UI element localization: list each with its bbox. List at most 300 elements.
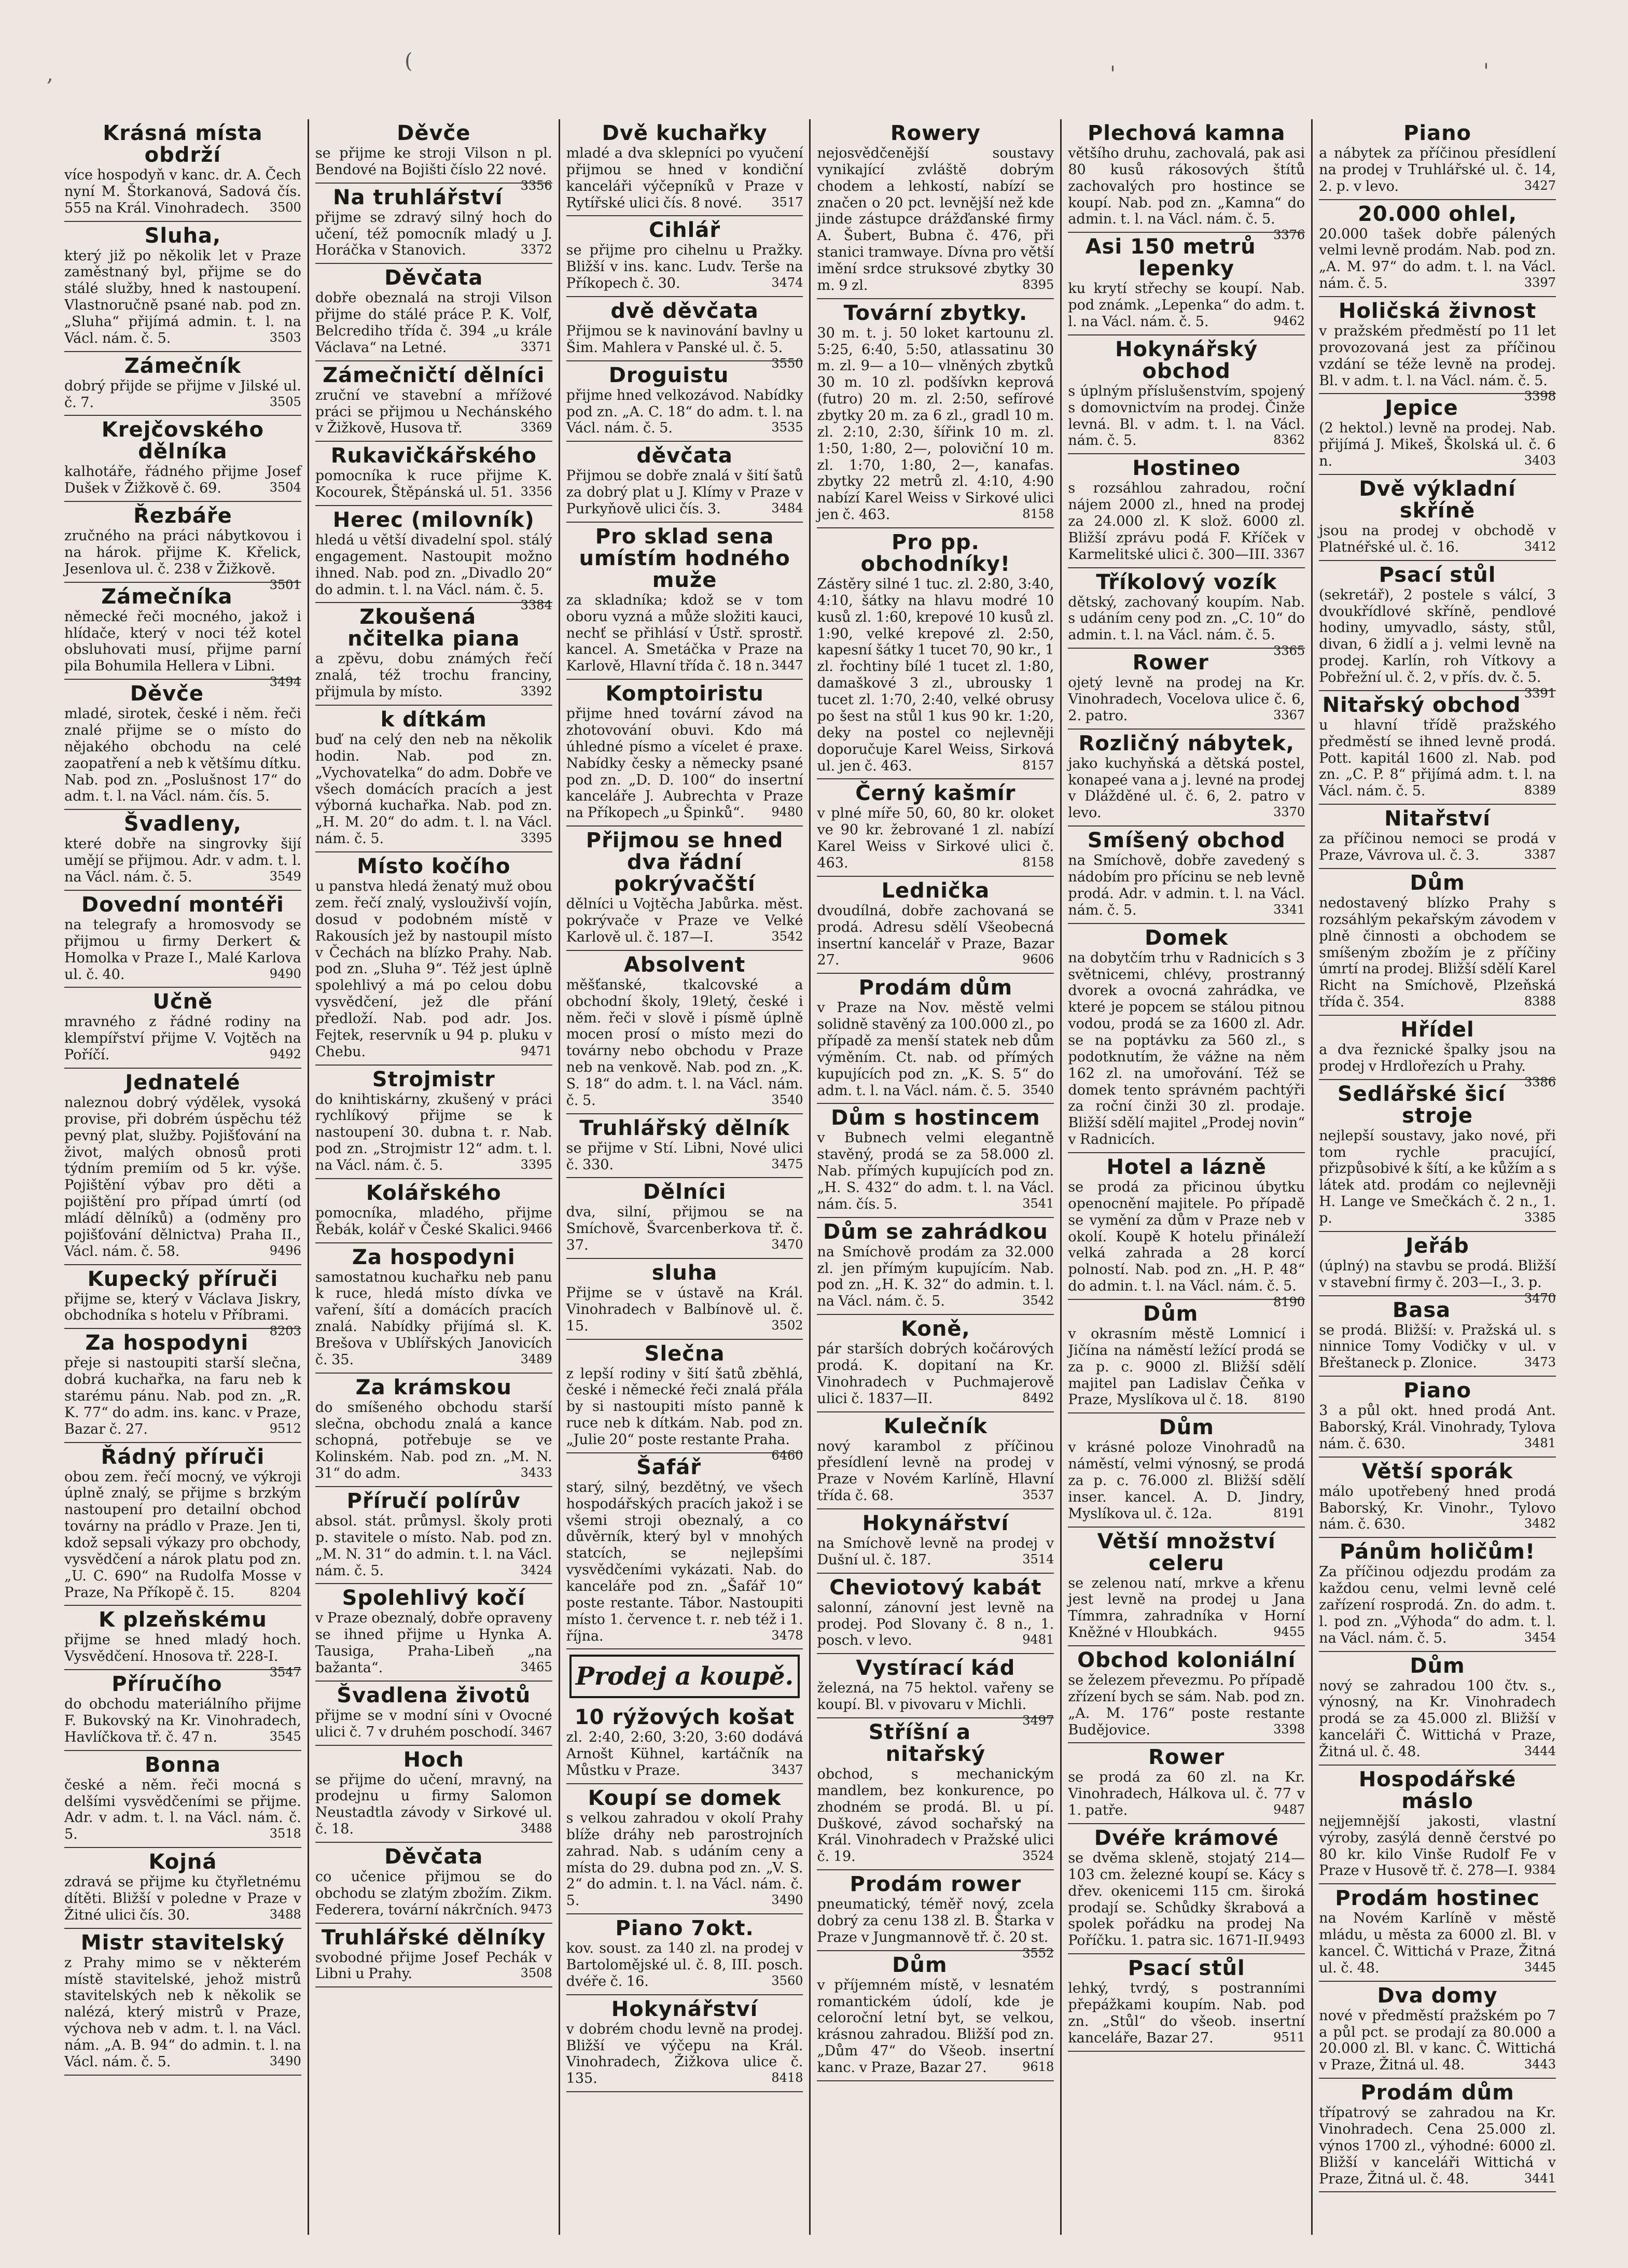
ad-body: zdravá se přijme ku čtyřletnému dítěti. Bližší v poledne v Praze v Žitné ulici čís. 30. (64, 1874, 301, 1923)
ad-text (1319, 895, 1556, 1011)
ad-title: Jednatelé (125, 1070, 241, 1095)
ad-text (817, 1977, 1054, 2076)
ad-title: Kulečník (883, 1414, 987, 1438)
ad-number: 9493 (1273, 1933, 1305, 1948)
ad-body: mravného z řádné rodiny na klempířství přijme V. Vojtěch na Poříčí. (64, 1014, 301, 1063)
ad-title: Místo kočího (357, 855, 511, 879)
ad-title: Slečna (644, 1341, 725, 1366)
ad-number: 3475 (771, 1156, 803, 1171)
ad-number: 8158 (1022, 507, 1054, 522)
ad-number: 8492 (1022, 1390, 1054, 1405)
ad-title: Cihlář (649, 218, 721, 243)
ad-body: přijme se hned mladý hoch. Vysvědčení. Hnosova tř. 228-I. (64, 1632, 301, 1665)
ad-body: zručného na práci nábytkovou i na hárok. přijme K. Křelick, Jesenlova ul. č. 238 v Žižkově. (64, 528, 301, 577)
ad-title: Zkoušená nčitelka piana (347, 605, 520, 651)
ad-text (315, 145, 552, 193)
ad-body: Přijme se v ústavě na Král. Vinohradech v Balbínově ul. č. 15. (566, 1284, 803, 1334)
ad-body: 3 a půl okt. hned prodá Ant. Baborský, Král. Vinohrady, Tylova nám. č. 630. (1319, 1403, 1556, 1452)
ad-title: Bonna (144, 1753, 221, 1777)
ad-text (1319, 1403, 1556, 1452)
ad-body: 20.000 tašek dobře pálených velmi levně prodám. Nab. pod zn. „A. M. 97“ do adm. t. l. na Václ. nám. č. 5. (1319, 226, 1556, 292)
classified-ad (566, 827, 803, 951)
classified-ad (1319, 1884, 1556, 1981)
ad-text (1068, 281, 1305, 330)
ad-number: 9618 (1022, 2060, 1054, 2075)
margin-mark: ' (1483, 60, 1489, 83)
ad-title: Hokynářský obchod (1115, 337, 1258, 383)
ad-body: železná, na 75 hektol. vařeny se koupí. Bl. v pivovaru v Michli. (817, 1680, 1054, 1713)
classified-ad (64, 502, 301, 592)
ad-title: Droguistu (608, 363, 729, 387)
ad-title: Dělníci (643, 1180, 727, 1205)
classified-ad (817, 1574, 1054, 1655)
ad-body: ojetý levně na prodej na Kr. Vinohradech, Vocelova ulice č. 6, 2. patro. (1068, 675, 1305, 724)
ad-number: 3474 (771, 275, 803, 290)
ad-title: Hřídel (1400, 1017, 1474, 1042)
ad-title: Za hospodyni (352, 1245, 516, 1269)
ad-body: Přijmou se dobře znalá v šití šatů za dobrý plat u J. Klímy v Praze v Purkyňově ulici čís. 3. (566, 468, 803, 517)
ad-body: dva, silní, přijmou se na Smíchově, Švarcenberkova tř. č. 37. (566, 1204, 803, 1254)
ad-title: Řezbáře (133, 504, 232, 528)
ad-body: v okrasním městě Lomnicí i Jičína na náměstí ležící prodá se za p. c. 9000 zl. Bližší sdělí majitel pan Ladislav Čeňka v Praze, Myslíkova ul č. 18. (1068, 1325, 1305, 1408)
ad-text (1319, 2008, 1556, 2074)
ad-body: přijme se zdravý silný hoch do učení, též pomocník mladý u J. Horáčka v Stanovich. (315, 209, 552, 259)
ad-number: 3545 (269, 1729, 301, 1744)
ad-title: Koně, (901, 1317, 970, 1341)
classified-ad (1068, 1743, 1305, 1824)
classified-ad (566, 216, 803, 297)
ad-title: Psací stůl (1128, 1956, 1245, 1981)
ad-body: naleznou dobrý výdělek, vysoká provise, při dobrém úspěchu též pevný plat, služby. Pojišťování na život, malých obnosů proti týdním premiím od 5 kr. výše. Pojištění výbav pro děti a pojištění pro případ úmrtí (od mládí dělníků) a (odměny pro pojišťování dělnictva) Praha II., Václ. nám. č. 58. (64, 1094, 301, 1259)
classified-ad (315, 852, 552, 1065)
ad-body: s rozsáhlou zahradou, roční nájem 2000 zl., hned na prodej za 24.000 zl. K slož. 6000 zl. Bližší zprávu podá F. Kříček v Karmelitské ulici č. 300—III. (1068, 480, 1305, 563)
ad-number: 8389 (1524, 783, 1556, 798)
ad-number: 3501 (269, 577, 301, 592)
ad-number: 3560 (771, 1973, 803, 1988)
ad-text (817, 576, 1054, 774)
ad-body: na Smíchově, dobře zavedený s nádobím pro přícinu se neb levně prodá. Adr. v admin. t. l. na Václ. nám. č. 5. (1068, 852, 1305, 918)
ad-body: přijme hned tovární závod na zhotovování obuvi. Kdo má úhledné písmo a vícelet é praxe. Nabídky česky a německy psané pod zn. „D. D. 100“ do insertní kanceláře J. Aubrechta v Praze na Příkopech „u Špinků“. (566, 706, 803, 821)
ad-text (566, 1285, 803, 1335)
ad-text (566, 896, 803, 946)
classified-ad (1319, 1080, 1556, 1232)
ad-text (566, 706, 803, 821)
classified-ad (64, 583, 301, 690)
ad-title: Sedlářské šicí stroje (1337, 1082, 1506, 1128)
ad-number: 3369 (520, 420, 552, 435)
classified-ad (1068, 730, 1305, 827)
ad-title: Dva domy (1377, 1983, 1498, 2008)
ad-title: Piano 7okt. (615, 1916, 754, 1941)
ad-title: Koupí se domek (588, 1786, 782, 1810)
ad-body: se přijme do učení, mravný, na prodejnu u firmy Salomon Neustadtla závody v Sirkové ul. č. 18. (315, 1771, 552, 1838)
ad-text (1319, 1813, 1556, 1879)
classified-ad (1319, 200, 1556, 297)
ad-number: 3447 (771, 658, 803, 673)
ad-text (64, 1874, 301, 1924)
ad-text (566, 977, 803, 1109)
ad-title: Hoch (403, 1747, 464, 1772)
ad-title: Krejčovského dělníka (101, 418, 265, 464)
classified-ad (1319, 1652, 1556, 1766)
ad-body: obchod, s mechanickým mandlem, bez konkurence, po zhodném se prodá. Bl. u pí. Duškové, závod sochařský na Král. Vinohradech v Pražské ulici č. 19. (817, 1766, 1054, 1865)
ad-number: 3470 (1524, 1291, 1556, 1306)
ad-text (1068, 675, 1305, 724)
section-banner: Prodej a koupě. (569, 1655, 800, 1698)
ad-number: 3550 (771, 356, 803, 371)
ad-text (566, 1729, 803, 1779)
ad-title: Rukavičkářského (330, 444, 537, 468)
ad-number: 3470 (771, 1237, 803, 1252)
ad-title: Kupecký příruči (87, 1267, 279, 1291)
ad-number: 3514 (1022, 1551, 1054, 1566)
ad-number: 3549 (269, 869, 301, 884)
ad-title: Prodám dům (858, 976, 1013, 1000)
ad-title: Dvéře krámové (1094, 1826, 1279, 1851)
classified-ad (315, 1374, 552, 1487)
ad-title: Herec (milovník) (332, 508, 535, 533)
classified-ad (64, 1848, 301, 1929)
classified-columns (58, 119, 1562, 2235)
ad-title: Lednička (881, 878, 990, 903)
ad-body: dělníci u Vojtěcha Jabůrka. měst. pokrývače v Praze ve Velké Karlově ul. č. 187—I. (566, 896, 803, 945)
ad-number: 3395 (520, 1157, 552, 1172)
ad-text (64, 706, 301, 805)
classified-ad (1319, 1458, 1556, 1538)
classified-ad (1068, 1528, 1305, 1646)
ad-text (1068, 480, 1305, 563)
classified-ad (1319, 1296, 1556, 1377)
ad-text (1319, 831, 1556, 864)
ad-body: nové v předměstí pražském po 7 a půl pct. se prodají za 80.000 a 20.000 zl. Bl. v kanc. Č. Wittichá v Praze, Žitná ul. 48. (1319, 2007, 1556, 2074)
classified-ad (1319, 1016, 1556, 1089)
ad-text (566, 242, 803, 292)
ad-text (315, 1610, 552, 1676)
ad-number: 3508 (520, 1966, 552, 1981)
margin-mark: ' (1110, 62, 1116, 86)
classified-ad (315, 264, 552, 361)
ad-body: pár starších dobrých kočárových prodá. K. dopitaní na Kr. Vinohradech v Puchmajerově ulici č. 1837—II. (817, 1341, 1054, 1407)
ad-title: Dvě výkladní skříně (1359, 477, 1516, 523)
ad-title: Piano (1403, 121, 1472, 145)
ad-body: hledá u větší divadelní spol. stálý engagement. Nastoupit možno ihned. Nab. pod zn. „Divadlo 20“ do admin. t. l. na Václ. nám. č. 5. (315, 532, 552, 598)
ad-body: německé řeči mocného, jakož i hlídače, který v noci též kotel obsluhovati musí, přijme parní pila Bohumila Hellera v Libni. (64, 608, 301, 675)
ad-body: dvoudílná, dobře zachovaná se prodá. Adresu sdělí Všeobecná insertní kancelář v Praze, Bazar 27. (817, 902, 1054, 969)
classified-ad (315, 119, 552, 193)
ad-text (817, 1341, 1054, 1407)
ad-body: z lepší rodiny v šití šatů zběhlá, české i německé řeči znalá přála by si nastoupiti místo panně k ruce neb k dítkám. Nab. pod zn. „Julie 20“ poste restante Praha. (566, 1365, 803, 1448)
ad-number: 3443 (1524, 2057, 1556, 2072)
ad-text (315, 387, 552, 437)
ad-text (1068, 594, 1305, 659)
ad-number: 8190 (1273, 1392, 1305, 1407)
ad-body: na telegrafy a hromosvody se přijmou u firmy Derkert & Homolka v Praze I., Malé Karlova ul. č. 40. (64, 916, 301, 983)
ad-text (1068, 1326, 1305, 1408)
classified-ad (817, 1104, 1054, 1217)
ad-title: Pro pp. obchodníky! (860, 530, 1011, 577)
ad-number: 3490 (771, 1893, 803, 1908)
ad-number: 3518 (269, 1826, 301, 1841)
ad-text (817, 1680, 1054, 1728)
classified-ad (566, 1259, 803, 1340)
classified-ad (1068, 1646, 1305, 1743)
classified-ad (1068, 1413, 1305, 1527)
ad-title: Nitařství (1384, 807, 1491, 831)
ad-text (64, 464, 301, 497)
classified-ad (315, 1746, 552, 1843)
ad-text (315, 1707, 552, 1741)
ad-text (64, 1696, 301, 1746)
ad-body: s úplným příslušenstvím, spojený s domovnictvím na prodej. Činže levná. Bl. v adm. t. l. na Václ. nám. č. 5. (1068, 383, 1305, 449)
ad-title: Zámečničtí dělníci (323, 363, 545, 387)
ad-text (566, 2021, 803, 2087)
ad-column (1062, 119, 1313, 2235)
ad-title: Černý kašmír (855, 781, 1016, 806)
ad-title: Děvče (397, 121, 471, 145)
ad-number: 9490 (269, 966, 301, 981)
ad-text (1319, 1910, 1556, 1976)
ad-text (817, 1130, 1054, 1212)
classified-ad (315, 1924, 552, 1988)
ad-number: 3489 (520, 1351, 552, 1366)
classified-ad (1319, 561, 1556, 701)
classified-ad (1068, 233, 1305, 335)
ad-body: na dobytčím trhu v Radnicích s 3 světnicemi, chlévy, prostranný dvorek a ovocná zahrádka, ve které je popcem se stálou pitnou vodou, prodá se za 1600 zl. Adr. se na poptávku za 560 zl., s podotknutím, že vážne na něm 162 zl. na umořování. Též se domek tento správném pachtýři za roční činži 30 zl. prodaje. Bližší sdělí majitel „Prodej novin“ v Radnicích. (1068, 949, 1305, 1148)
ad-text (1319, 323, 1556, 404)
classified-ad (315, 442, 552, 506)
classified-ad (64, 680, 301, 810)
ad-title: Učně (152, 990, 213, 1014)
ad-body: Za příčinou odjezdu prodám za každou cenu, velmi levně celé zařízení rosprodá. Zn. do adm. t. l. pod zn. „Výhoda“ do adm. t. l. na Václ. nám. č. 5. (1319, 1564, 1556, 1646)
ad-number: 9496 (269, 1243, 301, 1258)
ad-text (566, 323, 803, 371)
ad-title: Kolářského (366, 1181, 502, 1205)
ad-number: 3547 (269, 1665, 301, 1680)
ad-text (64, 1095, 301, 1260)
ad-text (64, 528, 301, 592)
ad-text (1319, 145, 1556, 195)
ad-number: 3445 (1524, 1959, 1556, 1975)
ad-text (1068, 1575, 1305, 1641)
classified-ad (566, 1453, 803, 1650)
ad-number: 3500 (269, 200, 301, 215)
ad-title: Domek (1145, 926, 1229, 950)
ad-body: dobrý přijde se přijme v Jilské ul. č. 7. (64, 377, 301, 411)
ad-title: Kojná (148, 1850, 217, 1874)
ad-title: Strojmistr (372, 1067, 495, 1091)
ad-text (566, 1479, 803, 1645)
ad-number: 8158 (1022, 855, 1054, 870)
ad-number: 9492 (269, 1047, 301, 1062)
ad-number: 8190 (1273, 1294, 1305, 1309)
classified-ad (566, 297, 803, 371)
ad-number: 3497 (1022, 1713, 1054, 1728)
ad-body: do knihtiskárny, zkušený v práci rychlíkový přijme se k nastoupení 30. dubna t. r. Nab. pod zn. „Strojmistr 12“ adm. t. l. na Václ. nám. č. 5. (315, 1091, 552, 1173)
ad-body: nejjemnější jakosti, vlastní výroby, zasýlá denně čerstvé po 80 kr. kilo Vinše Rudolf Fe v Praze v Husově tř. č. 278—I. (1319, 1813, 1556, 1879)
ad-number: 3433 (520, 1465, 552, 1480)
ad-title: Děvčata (384, 266, 483, 290)
ad-title: Komptoiristu (605, 682, 764, 706)
ad-number: 3403 (1524, 453, 1556, 468)
ad-title: sluha (651, 1261, 718, 1285)
ad-body: přijme se, který v Václava Jiskry, obchodníka s hotelu v Příbrami. (64, 1291, 301, 1324)
ad-body: v Bubnech velmi elegantně stavěný, prodá se za 58.000 zl. Nab. přímých kupujících pod zn. „H. S. 432“ do adm. t. l. na Václ. nám. čís. 5. (817, 1130, 1054, 1212)
classified-ad (1319, 1982, 1556, 2079)
ad-number: 3473 (1524, 1355, 1556, 1370)
classified-ad (64, 416, 301, 502)
ad-title: Na truhlářství (333, 185, 503, 209)
ad-number: 3490 (269, 2053, 301, 2068)
ad-number: 3398 (1273, 1721, 1305, 1737)
ad-number: 3386 (1524, 1074, 1556, 1089)
ad-number: 3540 (1022, 1082, 1054, 1097)
ad-number: 3504 (269, 480, 301, 495)
ad-text (64, 1355, 301, 1437)
ad-title: 20.000 ohlel, (1358, 202, 1518, 226)
ad-body: obou zem. řečí mocný, ve výkroji úplně znalý, se přijme s brzkým nastoupení pro detailní obchod továrny na prádlo v Praze. Jen ti, kdož sepsali výkazy pro obchody, vysvědčení a nárok platu pod zn. „U. C. 690“ na Rudolfa Mosse v Praze, Na Příkopě č. 15. (64, 1468, 301, 1601)
classified-ad (1068, 1954, 1305, 2051)
ad-title: Jeřáb (1406, 1234, 1469, 1258)
ad-title: Švadlena životů (337, 1683, 531, 1707)
ad-text (566, 387, 803, 437)
ad-title: Spolehlivý kočí (342, 1586, 525, 1611)
ad-body: málo upotřebený hned prodá Baborský, Kr. Vinohr., Tylovo nám. č. 630. (1319, 1483, 1556, 1533)
classified-ad (1068, 1300, 1305, 1413)
ad-text (1319, 420, 1556, 470)
ad-text (1319, 1564, 1556, 1646)
classified-ad (64, 119, 301, 222)
ad-text (817, 903, 1054, 969)
ad-body: nový se zahradou 100 čtv. s., výnosný, na Kr. Vinohradech prodá se za 45.000 zl. Bližší v kanceláři Č. Wittichá v Praze, Žitná ul. č. 48. (1319, 1677, 1556, 1760)
ad-title: Rower (1148, 1745, 1225, 1770)
ad-number: 3484 (771, 501, 803, 516)
ad-text (566, 1940, 803, 1990)
ad-text (817, 1244, 1054, 1310)
ad-body: mladé a dva sklepníci po vyučení přijmou se hned v kondiční kanceláři výčepníků v Praze v Rytířské ulici čís. 8 nové. (566, 145, 803, 211)
ad-text (315, 1513, 552, 1579)
ad-title: Děvčata (384, 1845, 483, 1869)
ad-body: nejosvědčenější soustavy vynikající zvláště dobrým chodem a lehkostí, nabízí se značen o 20 pct. levnější než kde jinde zástupce drážďanské firmy A. Šubert, Bubna č. 476, při stanici tramwaye. Dívna pro větší imění srdce struksové zbytky 30 m. 9 zl. (817, 145, 1054, 293)
ad-body: Zástěry silné 1 tuc. zl. 2:80, 3:40, 4:10, šátky na hlavu modré 10 kusů zl. 1:60, krepové 10 kusů zl. 1:90, velké krepové zl. 2:50, kapesní šátky 1 tucet 70, 90 kr., 1 zl. řochtiny bílé 1 tucet zl. 1:80, damaškové 3 zl., ubrousky 1 tucet zl. 1:70, 2:40, velké obrusy po šest na stůl 1 kus 90 kr. 1:20, deky na postel co nejlevněji doporučuje Karel Weiss, Sirková ul. jen č. 463. (817, 576, 1054, 774)
ad-title: Psací stůl (1379, 563, 1496, 587)
ad-number: 3356 (520, 484, 552, 499)
ad-number: 9606 (1022, 952, 1054, 967)
ad-body: jako kuchyňská a dětská postel, konapeé vana a j. levné na prodej v Dlážděné ul. č. 6, 2. patro v levo. (1068, 755, 1305, 821)
ad-title: dvě děvčata (610, 299, 759, 324)
classified-ad (64, 222, 301, 352)
ad-text (315, 1269, 552, 1368)
ad-number: 6460 (771, 1448, 803, 1463)
classified-ad (566, 1114, 803, 1179)
ad-text (315, 1950, 552, 1983)
ad-title: Rozličný nábytek, (1078, 731, 1295, 755)
ad-number: 9471 (520, 1043, 552, 1058)
ad-body: a nábytek za příčinou přesídlení na prodej v Truhlářské ul. č. 14, 2. p. v levo. (1319, 145, 1556, 194)
ad-title: 10 rýžových košat (574, 1705, 795, 1730)
ad-body: kalhotáře, řádného přijme Josef Dušek v Žižkově č. 69. (64, 464, 301, 497)
ad-text (315, 1091, 552, 1174)
classified-ad (1319, 475, 1556, 561)
ad-body: přijme hned velkozávod. Nabídky pod zn. „A. C. 18“ do adm. t. l. na Václ. nám. č. 5. (566, 387, 803, 437)
ad-title: Hokynářství (611, 1997, 758, 2021)
classified-ad (817, 1218, 1054, 1315)
ad-text (64, 1777, 301, 1843)
ad-body: svobodné přijme Josef Pechák v Libni u Prahy. (315, 1949, 552, 1982)
ad-text (315, 1205, 552, 1238)
ad-number: 3441 (1524, 2171, 1556, 2186)
classified-ad (64, 352, 301, 416)
ad-body: které dobře na singrovky šijí umějí se přijmou. Adr. v adm. t. l. na Václ. nám. č. 5. (64, 836, 301, 886)
classified-ad (64, 1929, 301, 2076)
ad-text (1319, 586, 1556, 701)
ad-text (1068, 852, 1305, 918)
ad-number: 3412 (1524, 539, 1556, 554)
ad-number: 3454 (1524, 1630, 1556, 1645)
ad-text (1068, 950, 1305, 1148)
ad-text (64, 1469, 301, 1601)
ad-title: Vystírací kád (856, 1656, 1015, 1681)
ad-text (1068, 145, 1305, 243)
ad-number: 9384 (1524, 1863, 1556, 1878)
classified-ad (817, 1718, 1054, 1870)
ad-body: zruční ve stavební a mřížové práci se přijmou u Nechánského v Žižkově, Husova tř. (315, 387, 552, 437)
ad-title: Pro sklad sena umístím hodného muže (579, 524, 790, 592)
ad-text (64, 836, 301, 886)
ad-number: 3465 (520, 1660, 552, 1674)
classified-ad (817, 1951, 1054, 2081)
ad-body: 30 m. t. j. 50 loket kartounu zl. 5:25, 6:40, 5:50, atlassatinu 30 m. zl. 9— a 10— vlněných zbytků 30 m. 10 zl. podšívkn keprová (futro) 20 m. zl. 2:50, sefírové zbytky 20 m. za 6 zl., gradl 10 m. zl. 2:10, 2:30, šířink 10 m. zl. 1:50, 1:80, 2—, poloviční 10 m. zl. 1:70, 1:80, 2—, kanafas. zbytky 22 metrů zl. 4:10, 4:90 nabízí Karel Weiss v Sirkové ulici jen č. 463. (817, 325, 1054, 523)
ad-number: 3376 (1273, 228, 1305, 243)
ad-text (64, 608, 301, 690)
ad-text (817, 1438, 1054, 1504)
ad-number: 9466 (520, 1221, 552, 1236)
ad-text (817, 1896, 1054, 1961)
ad-column (58, 119, 309, 2235)
ad-text (64, 378, 301, 411)
classified-ad (64, 1751, 301, 1848)
ad-column (309, 119, 560, 2235)
ad-body: se prodá. Bližší: v. Pražská ul. s ninnice Tomy Vodičky v ul. v Břeštaneck p. Zlonice. (1319, 1322, 1556, 1371)
ad-text (566, 468, 803, 517)
ad-body: se prodá za 60 zl. na Kr. Vinohradech, Hálkova ul. č. 77 v 1. patře. (1068, 1769, 1305, 1819)
ad-number: 3488 (520, 1821, 552, 1836)
ad-number: 8362 (1273, 432, 1305, 447)
ad-title: Rowery (890, 121, 981, 145)
ad-body: dětský, zachovaný koupím. Nab. s udáním ceny pod zn. „C. 10“ do admin. t. l. na Václ. nám. č. 5. (1068, 594, 1305, 643)
classified-ad (64, 1265, 301, 1339)
ad-title: Větší sporák (1361, 1459, 1513, 1483)
ad-body: který již po několik let v Praze zaměstnaný byl, přijme se do stálé služby, hned k nastoupení. Vlastnoručně psané nab. pod zn. „Sluha“ přijímá admin. t. l. na Václ. nám. č. 5. (64, 247, 301, 346)
ad-number: 3481 (1524, 1435, 1556, 1450)
ad-text (817, 1000, 1054, 1099)
ad-text (1319, 523, 1556, 556)
classified-ad (64, 810, 301, 891)
ad-text (64, 917, 301, 983)
classified-ad (566, 680, 803, 827)
ad-title: Pánům holičům! (1339, 1540, 1536, 1564)
ad-title: Švadleny, (123, 812, 242, 836)
ad-body: přeje si nastoupiti starší slečna, dobrá kuchařka, na faru neb k starému pánu. Nab. pod zn. „R. K. 77“ do adm. ins. kanc. v Praze, Bazar č. 27. (64, 1355, 301, 1437)
ad-text (315, 468, 552, 501)
classified-ad (315, 706, 552, 852)
classified-ad (1319, 1766, 1556, 1884)
ad-text (817, 325, 1054, 523)
ad-body: v Praze na Nov. městě velmi solidně stavěný za 100.000 zl., po případě za menší statek neb dům výměním. Ct. nab. od přímých kupujících pod zn. „K. S. 5“ do adm. t. l. na Václ. nám. č. 5. (817, 1000, 1054, 1099)
ad-title: Šafář (636, 1455, 701, 1479)
ad-title: Truhlářský dělník (579, 1116, 790, 1140)
classified-ad (315, 1682, 552, 1746)
ad-number: 8203 (269, 1324, 301, 1339)
